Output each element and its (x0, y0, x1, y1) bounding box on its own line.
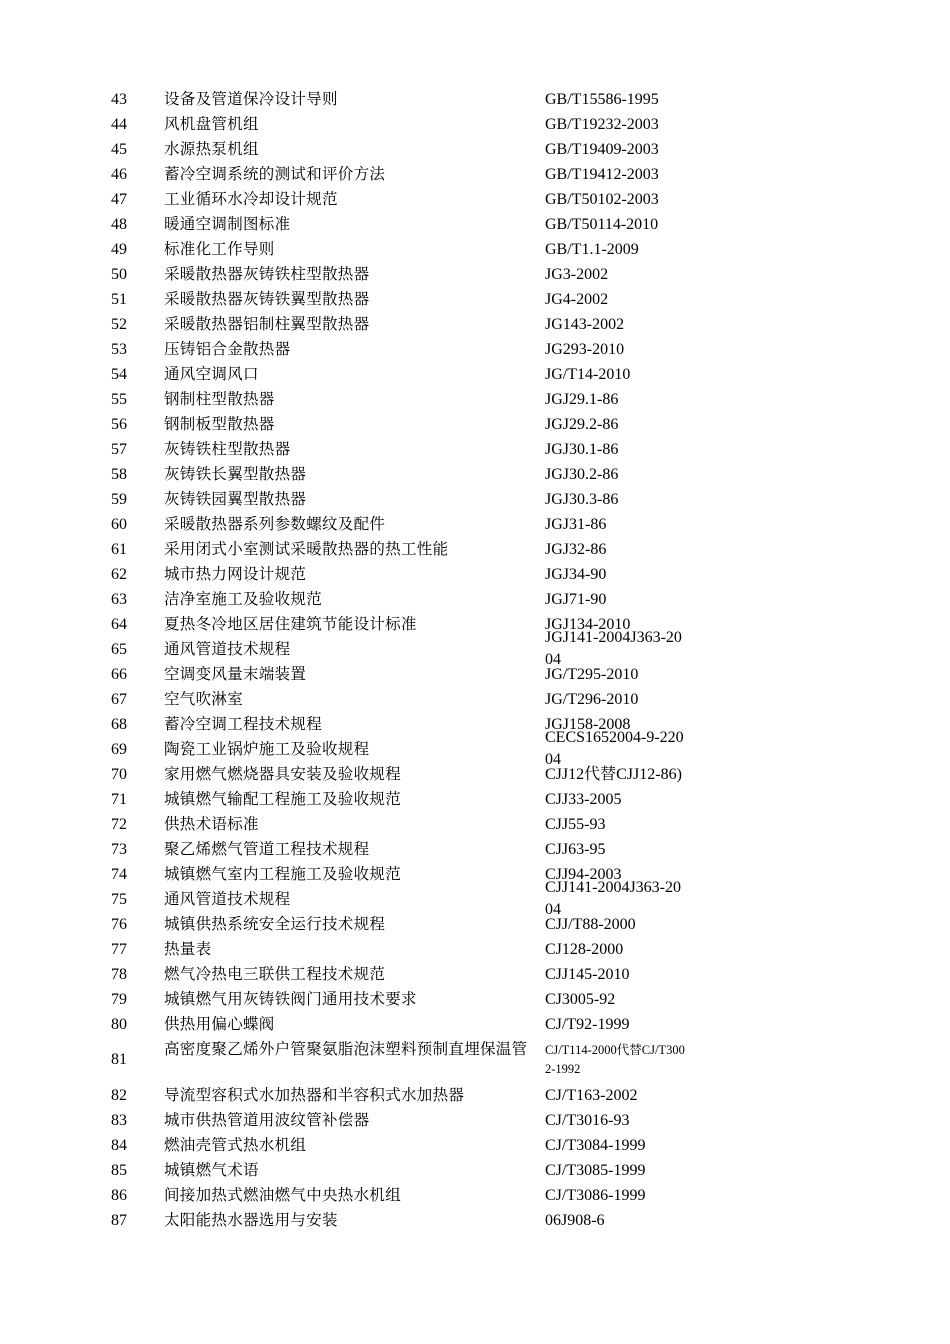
standard-name: 燃气冷热电三联供工程技术规范 (164, 965, 386, 983)
standard-code: JGJ158-2008 (545, 716, 631, 733)
standard-code: JG/T296-2010 (545, 691, 639, 708)
standard-code: GB/T1.1-2009 (545, 241, 639, 258)
standard-code: JGJ29.2-86 (545, 416, 619, 433)
table-row (0, 612, 950, 637)
standard-code: GB/T19409-2003 (545, 141, 659, 158)
standard-code: CJ/T114-2000代替CJ/T3002-1992 (545, 1043, 685, 1076)
standard-code: CJJ63-95 (545, 841, 606, 858)
standard-name: 标准化工作导则 (164, 240, 275, 258)
table-row (0, 112, 950, 137)
standard-code: CJJ33-2005 (545, 791, 622, 808)
table-row (0, 537, 950, 562)
standard-code: JG4-2002 (545, 291, 609, 308)
standard-name: 风机盘管机组 (164, 115, 259, 133)
row-number: 64 (111, 616, 127, 633)
table-row (0, 562, 950, 587)
standard-code: JGJ31-86 (545, 516, 607, 533)
standard-name: 灰铸铁柱型散热器 (164, 440, 291, 458)
standard-name: 通风管道技术规程 (164, 640, 291, 658)
row-number: 79 (111, 991, 127, 1008)
standard-code: CJJ12代替CJJ12-86) (545, 766, 682, 783)
standard-name: 城镇燃气输配工程施工及验收规范 (164, 790, 402, 808)
row-number: 78 (111, 966, 127, 983)
standard-code: GB/T50102-2003 (545, 191, 659, 208)
standard-name: 水源热泵机组 (164, 140, 259, 158)
table-row (0, 337, 950, 362)
standards-table (0, 87, 950, 1233)
table-row (0, 1208, 950, 1233)
row-number: 60 (111, 516, 127, 533)
row-number: 67 (111, 691, 127, 708)
table-row (0, 1083, 950, 1108)
row-number: 83 (111, 1112, 127, 1129)
table-row (0, 162, 950, 187)
standard-name: 灰铸铁园翼型散热器 (164, 490, 307, 508)
standard-code: CJJ/T88-2000 (545, 916, 636, 933)
standard-name: 洁净室施工及验收规范 (164, 590, 323, 608)
standard-code: CECS1652004-9-22004 (545, 729, 684, 768)
row-number: 75 (111, 891, 127, 908)
row-number: 52 (111, 316, 127, 333)
standard-name: 夏热冬冷地区居住建筑节能设计标准 (164, 615, 417, 633)
row-number: 44 (111, 116, 127, 133)
row-number: 81 (111, 1051, 127, 1068)
standard-name: 供热用偏心蝶阀 (164, 1015, 275, 1033)
table-row (0, 1108, 950, 1133)
table-row (0, 412, 950, 437)
table-row (0, 787, 950, 812)
table-row (0, 812, 950, 837)
standard-code: 06J908-6 (545, 1212, 605, 1229)
table-row (0, 137, 950, 162)
standard-name: 家用燃气燃烧器具安装及验收规程 (164, 765, 402, 783)
table-row (0, 712, 950, 737)
table-row (0, 237, 950, 262)
standard-name: 压铸铝合金散热器 (164, 340, 291, 358)
standard-name: 空调变风量末端装置 (164, 665, 307, 683)
standard-name: 钢制板型散热器 (164, 415, 275, 433)
standard-name: 工业循环水冷却设计规范 (164, 190, 338, 208)
standard-name: 暖通空调制图标准 (164, 215, 291, 233)
standard-name: 陶瓷工业锅炉施工及验收规程 (164, 740, 370, 758)
row-number: 76 (111, 916, 127, 933)
standard-code: CJ/T3084-1999 (545, 1137, 646, 1154)
row-number: 53 (111, 341, 127, 358)
standard-code: JGJ30.3-86 (545, 491, 619, 508)
row-number: 70 (111, 766, 127, 783)
table-row (0, 629, 950, 668)
row-number: 54 (111, 366, 127, 383)
standard-code: CJ/T3016-93 (545, 1112, 630, 1129)
row-number: 85 (111, 1162, 127, 1179)
standard-code: CJ/T163-2002 (545, 1087, 638, 1104)
row-number: 57 (111, 441, 127, 458)
row-number: 46 (111, 166, 127, 183)
row-number: 73 (111, 841, 127, 858)
standard-name: 空气吹淋室 (164, 690, 244, 708)
table-row (0, 1012, 950, 1037)
standard-name: 采暖散热器铝制柱翼型散热器 (164, 315, 370, 333)
table-row (0, 212, 950, 237)
table-row (0, 879, 950, 918)
standard-code: JGJ32-86 (545, 541, 607, 558)
row-number: 61 (111, 541, 127, 558)
table-row (0, 987, 950, 1012)
table-row (0, 937, 950, 962)
standard-name: 设备及管道保冷设计导则 (164, 90, 338, 108)
standard-code: JGJ141-2004J363-2004 (545, 629, 682, 668)
table-row (0, 462, 950, 487)
table-row (0, 487, 950, 512)
row-number: 71 (111, 791, 127, 808)
standard-code: CJ/T3085-1999 (545, 1162, 646, 1179)
table-row (0, 512, 950, 537)
row-number: 59 (111, 491, 127, 508)
table-row (0, 687, 950, 712)
table-row (0, 587, 950, 612)
standard-name: 通风空调风口 (164, 365, 259, 383)
standard-name: 采暖散热器灰铸铁柱型散热器 (164, 265, 370, 283)
standard-name: 聚乙烯燃气管道工程技术规程 (164, 840, 370, 858)
table-row (0, 862, 950, 887)
row-number: 68 (111, 716, 127, 733)
standard-name: 高密度聚乙烯外户管聚氨脂泡沫塑料预制直埋保温管 (164, 1040, 528, 1058)
row-number: 56 (111, 416, 127, 433)
standard-name: 钢制柱型散热器 (164, 390, 275, 408)
standard-code: JGJ134-2010 (545, 616, 631, 633)
standard-code: JGJ30.1-86 (545, 441, 619, 458)
standard-code: CJJ141-2004J363-2004 (545, 879, 682, 918)
row-number: 66 (111, 666, 127, 683)
table-row (0, 262, 950, 287)
standard-name: 采暖散热器灰铸铁翼型散热器 (164, 290, 370, 308)
standard-name: 城镇燃气室内工程施工及验收规范 (164, 865, 402, 883)
standard-code: GB/T19412-2003 (545, 166, 659, 183)
standard-name: 蓄冷空调工程技术规程 (164, 715, 323, 733)
table-row (0, 912, 950, 937)
row-number: 48 (111, 216, 127, 233)
row-number: 50 (111, 266, 127, 283)
standard-code: CJ3005-92 (545, 991, 616, 1008)
row-number: 74 (111, 866, 127, 883)
row-number: 82 (111, 1087, 127, 1104)
standard-code: JGJ30.2-86 (545, 466, 619, 483)
row-number: 47 (111, 191, 127, 208)
row-number: 51 (111, 291, 127, 308)
standard-name: 太阳能热水器选用与安装 (164, 1211, 338, 1229)
row-number: 84 (111, 1137, 127, 1154)
row-number: 58 (111, 466, 127, 483)
standard-code: GB/T50114-2010 (545, 216, 659, 233)
row-number: 77 (111, 941, 127, 958)
standard-name: 导流型容积式水加热器和半容积式水加热器 (164, 1086, 465, 1104)
standard-name: 城市供热管道用波纹管补偿器 (164, 1111, 370, 1129)
table-row (0, 362, 950, 387)
standard-name: 城镇燃气术语 (164, 1161, 259, 1179)
standard-name: 通风管道技术规程 (164, 890, 291, 908)
table-row (0, 87, 950, 112)
standard-name: 采用闭式小室测试采暖散热器的热工性能 (164, 540, 449, 558)
standard-name: 城镇燃气用灰铸铁阀门通用技术要求 (164, 990, 417, 1008)
standard-code: GB/T19232-2003 (545, 116, 659, 133)
row-number: 55 (111, 391, 127, 408)
standard-code: CJ/T3086-1999 (545, 1187, 646, 1204)
standard-code: CJ/T92-1999 (545, 1016, 630, 1033)
table-row (0, 962, 950, 987)
table-row (0, 1158, 950, 1183)
row-number: 62 (111, 566, 127, 583)
table-row (0, 662, 950, 687)
standard-code: CJJ94-2003 (545, 866, 622, 883)
standard-name: 热量表 (164, 940, 212, 958)
row-number: 45 (111, 141, 127, 158)
row-number: 69 (111, 741, 127, 758)
table-row (0, 729, 950, 768)
row-number: 63 (111, 591, 127, 608)
standard-code: JG293-2010 (545, 341, 625, 358)
row-number: 80 (111, 1016, 127, 1033)
row-number: 65 (111, 641, 127, 658)
standard-name: 蓄冷空调系统的测试和评价方法 (164, 165, 386, 183)
row-number: 49 (111, 241, 127, 258)
standard-name: 采暖散热器系列参数螺纹及配件 (164, 515, 386, 533)
table-row (0, 837, 950, 862)
standard-code: JG/T295-2010 (545, 666, 639, 683)
row-number: 43 (111, 91, 127, 108)
standard-code: JG143-2002 (545, 316, 625, 333)
table-row (0, 1037, 950, 1083)
standard-code: CJJ145-2010 (545, 966, 630, 983)
standard-name: 间接加热式燃油燃气中央热水机组 (164, 1186, 402, 1204)
standard-code: JGJ34-90 (545, 566, 607, 583)
table-row (0, 287, 950, 312)
row-number: 72 (111, 816, 127, 833)
table-row (0, 312, 950, 337)
table-row (0, 437, 950, 462)
standard-code: GB/T15586-1995 (545, 91, 659, 108)
standard-name: 供热术语标准 (164, 815, 259, 833)
table-row (0, 762, 950, 787)
row-number: 86 (111, 1187, 127, 1204)
table-row (0, 1133, 950, 1158)
standard-name: 城市热力网设计规范 (164, 565, 307, 583)
standard-name: 城镇供热系统安全运行技术规程 (164, 915, 386, 933)
row-number: 87 (111, 1212, 127, 1229)
standard-code: JG/T14-2010 (545, 366, 631, 383)
table-row (0, 387, 950, 412)
table-row (0, 1183, 950, 1208)
standard-code: CJ128-2000 (545, 941, 624, 958)
standard-code: JGJ71-90 (545, 591, 607, 608)
standard-name: 灰铸铁长翼型散热器 (164, 465, 307, 483)
standard-name: 燃油壳管式热水机组 (164, 1136, 307, 1154)
standard-code: JGJ29.1-86 (545, 391, 619, 408)
standard-code: CJJ55-93 (545, 816, 606, 833)
table-row (0, 187, 950, 212)
standard-code: JG3-2002 (545, 266, 609, 283)
